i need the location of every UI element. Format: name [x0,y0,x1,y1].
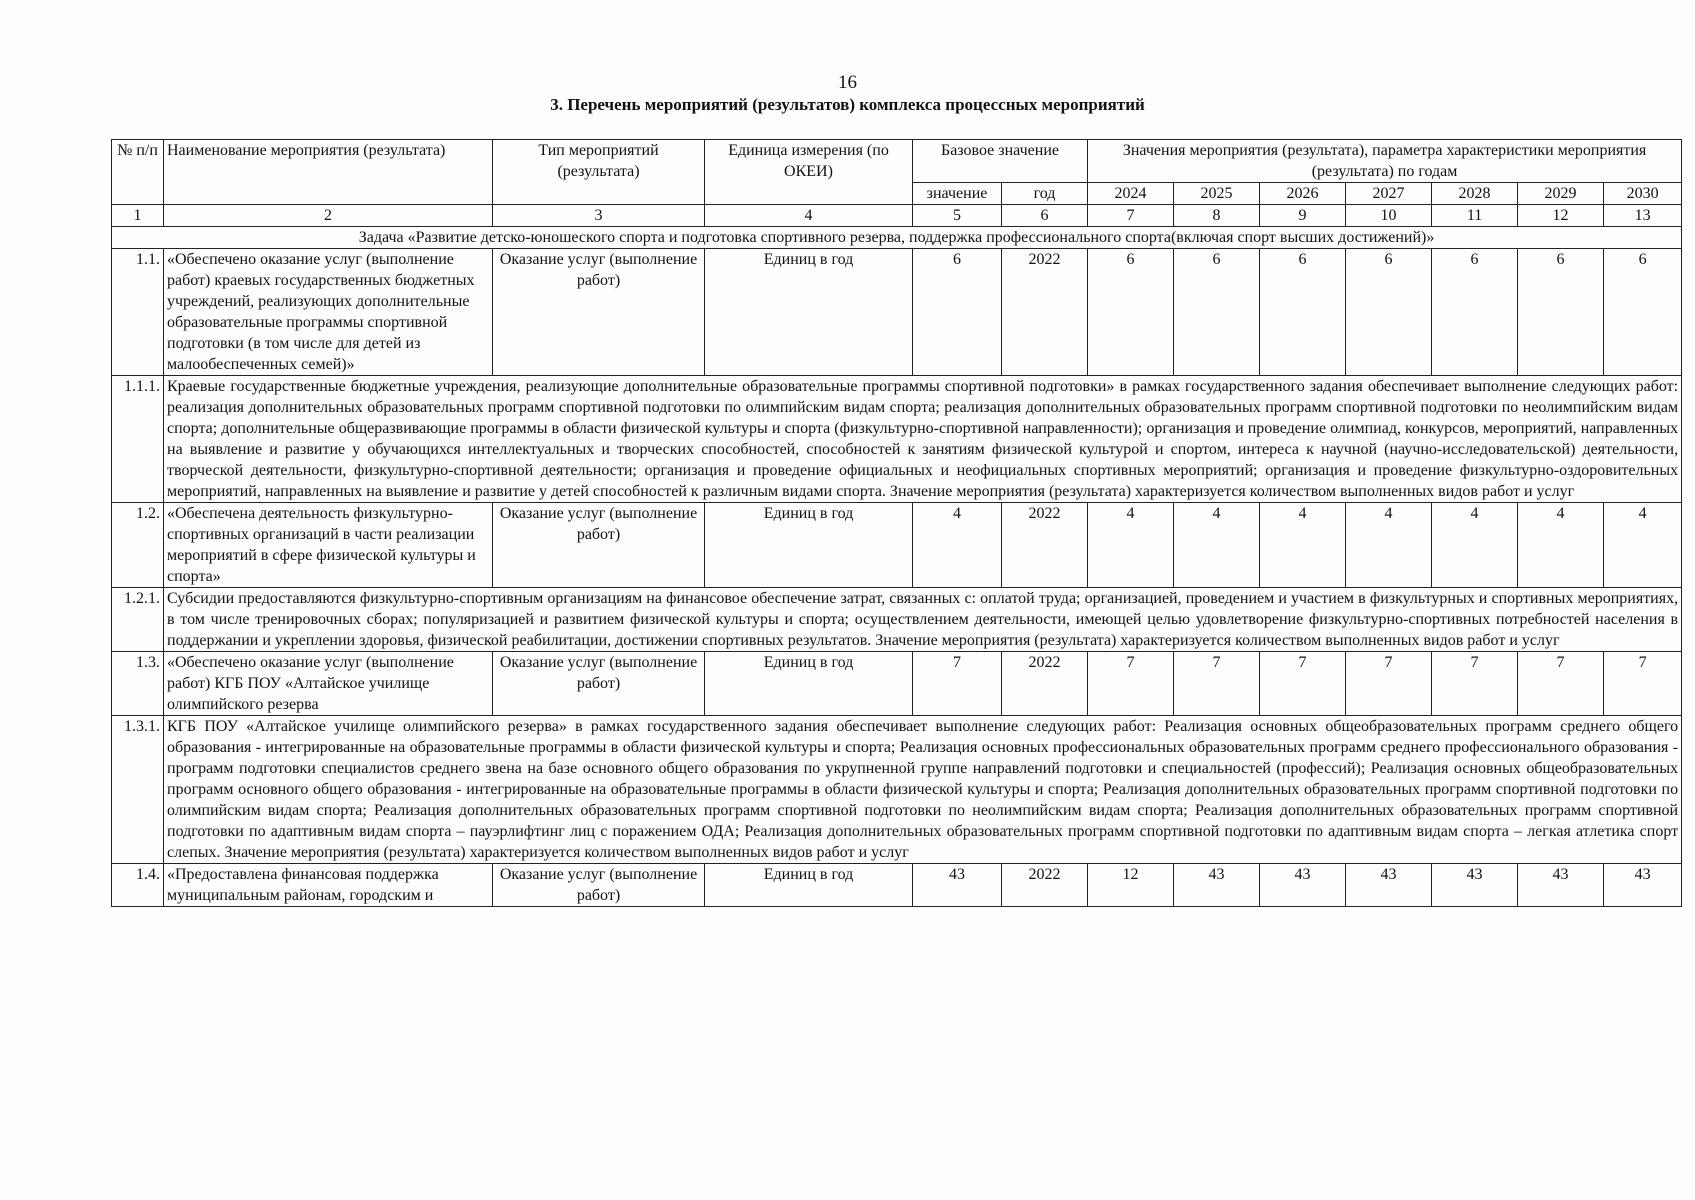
description-row [112,716,1682,864]
task-row [112,227,1682,249]
item-value: 4 [1174,503,1260,588]
column-number: 6 [1002,205,1088,227]
item-value: 7 [1260,652,1346,716]
column-number: 7 [1088,205,1174,227]
header-row [112,140,1682,183]
header-unit: Единица измерения (по ОКЕИ) [705,140,913,205]
item-value: 4 [1260,503,1346,588]
item-value: 43 [1174,864,1260,907]
item-unit: Единиц в год [705,864,913,907]
item-value: 43 [1260,864,1346,907]
column-number: 11 [1432,205,1518,227]
item-name: «Предоставлена финансовая поддержка муниципальным районам, городским и [164,864,493,907]
column-number: 4 [705,205,913,227]
column-number: 9 [1260,205,1346,227]
item-value: 6 [1432,249,1518,376]
item-value: 7 [1518,652,1604,716]
item-base-year: 2022 [1002,249,1088,376]
item-value: 43 [1518,864,1604,907]
item-num: 1.4. [112,864,164,907]
header-base: Базовое значение [913,140,1088,183]
item-base-value: 7 [913,652,1002,716]
item-name: «Обеспечена деятельность физкультурно-спортивных организаций в части реализации мероприятий в сфере физической культуры и спорта» [164,503,493,588]
item-value: 6 [1174,249,1260,376]
item-type: Оказание услуг (выполнение работ) [493,864,705,907]
item-type: Оказание услуг (выполнение работ) [493,249,705,376]
item-base-value: 4 [913,503,1002,588]
subheader-year: год [1002,183,1088,205]
desc-num: 1.2.1. [112,588,164,652]
item-value: 4 [1604,503,1682,588]
header-values: Значения мероприятия (результата), параметра характеристики мероприятия (результата) по годам [1088,140,1682,183]
table-row [112,864,1682,907]
desc-text: Краевые государственные бюджетные учреждения, реализующие дополнительные образовательные программы спортивной подготовки» в рамках государственного задания обеспечивает выполнение следующих работ: реализация дополнительных образовательных программ спортивной подготовки по олимпийским видам спорта; реализация дополнительных образовательных программ спортивной подготовки по неолимпийским видам спорта; дополнительные общеразвивающие программы в области физической культуры и спорта (физкультурно-спортивной направленности); организация и проведение олимпиад, конкурсов, мероприятий, направленных на выявление и развитие у обучающихся интеллектуальных и творческих способностей, способностей к занятиям физической культурой и спортом, интереса к научной (научно-исследовательской) деятельности, творческой деятельности, физкультурно-спортивной деятельности; организация и проведение официальных и неофициальных спортивных мероприятий; организация и проведение физкультурно-оздоровительных мероприятий, направленных на выявление и развитие у детей способностей к различным видами спорта. Значение мероприятия (результата) характеризуется количеством выполненных видов работ и услуг [164,376,1682,503]
item-base-value: 43 [913,864,1002,907]
year-2028: 2028 [1432,183,1518,205]
desc-text: Субсидии предоставляются физкультурно-спортивным организациям на финансовое обеспечение затрат, связанных с: оплатой труда; организацией, проведением и участием в физкультурных и спортивных мероприятиях, в том числе тренировочных сборах; популяризацией и развитием физической культуры и спорта; осуществлением деятельности, имеющей целью удовлетворение физкультурно-спортивных потребностей населения в поддержании и укреплении здоровья, физической реабилитации, достижении спортивных результатов. Значение мероприятия (результата) характеризуется количеством выполненных видов работ и услуг [164,588,1682,652]
item-name: «Обеспечено оказание услуг (выполнение работ) КГБ ПОУ «Алтайское училище олимпийского резерва [164,652,493,716]
header-name: Наименование мероприятия (результата) [164,140,493,205]
item-name: «Обеспечено оказание услуг (выполнение работ) краевых государственных бюджетных учреждений, реализующих дополнительные образовательные программы спортивной подготовки (в том числе для детей из малообеспеченных семей)» [164,249,493,376]
year-2026: 2026 [1260,183,1346,205]
column-number: 12 [1518,205,1604,227]
item-num: 1.3. [112,652,164,716]
header-type: Тип мероприятий (результата) [493,140,705,205]
item-type: Оказание услуг (выполнение работ) [493,503,705,588]
item-unit: Единиц в год [705,652,913,716]
column-number: 3 [493,205,705,227]
desc-text: КГБ ПОУ «Алтайское училище олимпийского резерва» в рамках государственного задания обеспечивает выполнение следующих работ: Реализация основных общеобразовательных программ среднего общего образования - интегрированные на образовательные программы в области физической культуры и спорта; Реализация основных профессиональных образовательных программ среднего профессионального образования - программ подготовки специалистов среднего звена на базе основного общего образования по укрупненной группе направлений подготовки и специальностей (профессий); Реализация основных общеобразовательных программ основного общего образования - интегрированные на образовательные программы в области физической культуры и спорта; Реализация дополнительных образовательных программ спортивной подготовки по олимпийским видам спорта; Реализация дополнительных образовательных программ спортивной подготовки по неолимпийским видам спорта; Реализация дополнительных образовательных программ спортивной подготовки по адаптивным видам спорта – пауэрлифтинг лиц с поражением ОДА; Реализация дополнительных образовательных программ спортивной подготовки по адаптивным видам спорта – легкая атлетика спорт слепых. Значение мероприятия (результата) характеризуется количеством выполненных видов работ и услуг [164,716,1682,864]
item-base-year: 2022 [1002,503,1088,588]
header-num: № п/п [112,140,164,205]
item-base-year: 2022 [1002,652,1088,716]
item-num: 1.2. [112,503,164,588]
page-number: 16 [838,72,857,93]
item-value: 6 [1260,249,1346,376]
item-value: 7 [1174,652,1260,716]
item-value: 6 [1604,249,1682,376]
column-number: 13 [1604,205,1682,227]
item-type: Оказание услуг (выполнение работ) [493,652,705,716]
item-value: 43 [1346,864,1432,907]
item-value: 7 [1604,652,1682,716]
year-2030: 2030 [1604,183,1682,205]
year-2029: 2029 [1518,183,1604,205]
item-unit: Единиц в год [705,249,913,376]
year-2025: 2025 [1174,183,1260,205]
item-value: 43 [1604,864,1682,907]
item-value: 43 [1432,864,1518,907]
item-value: 7 [1346,652,1432,716]
column-number: 10 [1346,205,1432,227]
column-number: 8 [1174,205,1260,227]
item-base-value: 6 [913,249,1002,376]
item-value: 4 [1346,503,1432,588]
desc-num: 1.1.1. [112,376,164,503]
item-base-year: 2022 [1002,864,1088,907]
table-row [112,503,1682,588]
item-value: 6 [1518,249,1604,376]
item-value: 7 [1432,652,1518,716]
item-value: 6 [1346,249,1432,376]
item-value: 12 [1088,864,1174,907]
column-number-row [112,205,1682,227]
table-row [112,652,1682,716]
year-2027: 2027 [1346,183,1432,205]
description-row [112,588,1682,652]
item-value: 4 [1088,503,1174,588]
desc-num: 1.3.1. [112,716,164,864]
item-value: 4 [1432,503,1518,588]
item-value: 7 [1088,652,1174,716]
item-value: 4 [1518,503,1604,588]
document-title: 3. Перечень мероприятий (результатов) комплекса процессных мероприятий [550,95,1145,114]
column-number: 5 [913,205,1002,227]
item-num: 1.1. [112,249,164,376]
column-number: 2 [164,205,493,227]
measures-table [111,139,1682,907]
item-value: 6 [1088,249,1174,376]
year-2024: 2024 [1088,183,1174,205]
subheader-value: значение [913,183,1002,205]
task-text: Задача «Развитие детско-юношеского спорта и подготовка спортивного резерва, поддержка профессионального спорта(включая спорт высших достижений)» [112,227,1682,249]
column-number: 1 [112,205,164,227]
description-row [112,376,1682,503]
item-unit: Единиц в год [705,503,913,588]
table-row [112,249,1682,376]
